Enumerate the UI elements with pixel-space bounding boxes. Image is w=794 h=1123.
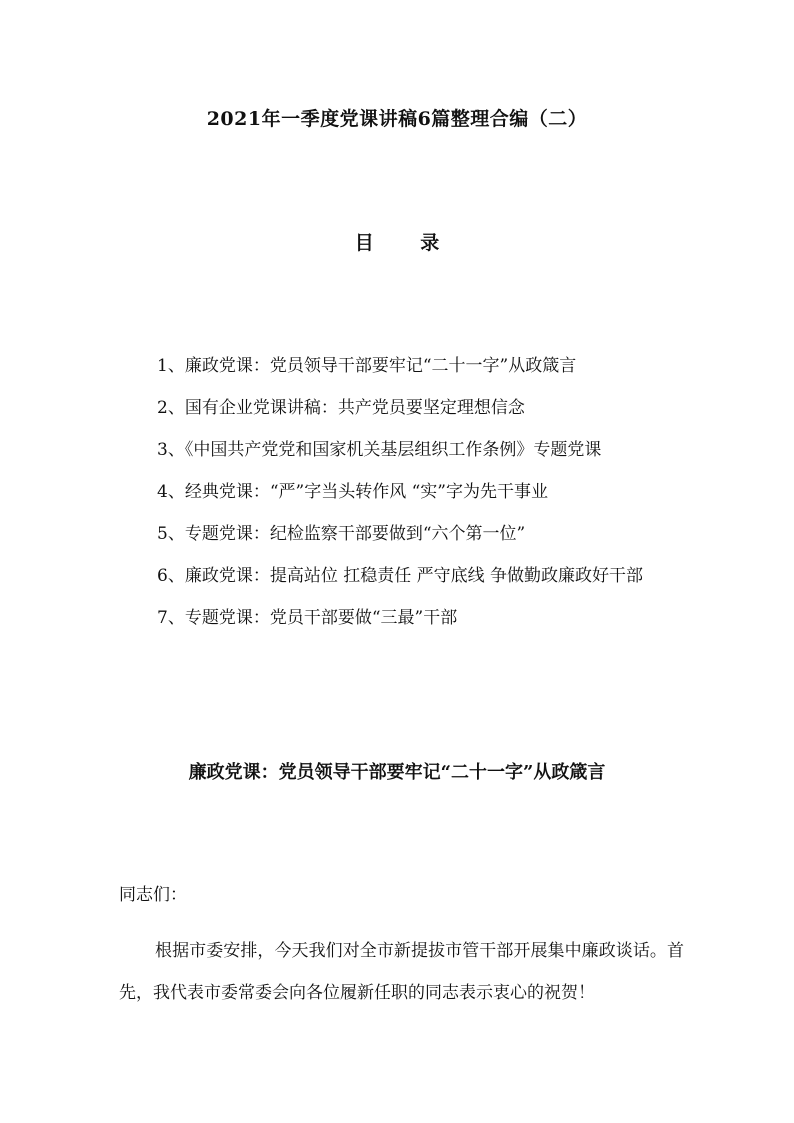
toc-item: 6、廉政党课：提高站位 扛稳责任 严守底线 争做勤政廉政好干部: [157, 566, 644, 586]
section-title: 廉政党课：党员领导干部要牢记“二十一字”从政箴言: [188, 762, 606, 783]
table-of-contents: [119, 345, 684, 639]
toc-item: 2、国有企业党课讲稿：共产党员要坚定理想信念: [157, 398, 525, 418]
body-paragraph: 根据市委安排，今天我们对全市新提拔市管干部开展集中廉政谈话。首先，我代表市委常委会向各位履新任职的同志表示衷心的祝贺！: [119, 941, 684, 1003]
document-title: 2021年一季度党课讲稿6篇整理合编（二）: [206, 108, 588, 130]
toc-item: 5、专题党课：纪检监察干部要做到“六个第一位”: [157, 524, 526, 544]
toc-item: 4、经典党课：“严”字当头转作风 “实”字为先干事业: [157, 482, 548, 502]
toc-item: 7、专题党课：党员干部要做“三最”干部: [157, 608, 458, 628]
toc-heading: 目 录: [354, 232, 460, 254]
toc-item: 1、廉政党课：党员领导干部要牢记“二十一字”从政箴言: [157, 356, 577, 376]
toc-item: 3、《中国共产党党和国家机关基层组织工作条例》专题党课: [157, 440, 602, 460]
greeting: 同志们：: [119, 885, 187, 905]
